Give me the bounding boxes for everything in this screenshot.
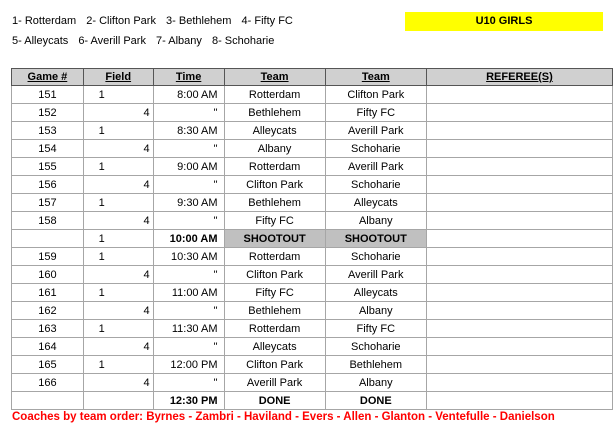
table-row — [12, 338, 613, 356]
legend-item: 4- Fifty FC — [241, 15, 293, 27]
field-cell: 1 — [83, 122, 153, 140]
referee-cell — [426, 230, 612, 248]
field-cell: 1 — [83, 248, 153, 266]
field-cell: 4 — [83, 266, 153, 284]
table-row — [12, 356, 613, 374]
field-cell: 1 — [83, 320, 153, 338]
division-label: U10 GIRLS — [405, 12, 603, 31]
game-cell — [12, 230, 84, 248]
coaches-line: Coaches by team order: Byrnes - Zambri - Haviland - Evers - Allen - Glanton - Ventefulle - Danielson — [12, 411, 555, 423]
legend-item: 5- Alleycats — [12, 35, 69, 47]
legend-item: 3- Bethlehem — [166, 15, 232, 27]
field-cell: 1 — [83, 86, 153, 104]
field-cell: 4 — [83, 176, 153, 194]
referee-cell — [426, 356, 612, 374]
header-team-1: Team — [224, 69, 325, 86]
game-cell: 158 — [12, 212, 84, 230]
field-cell: 1 — [83, 356, 153, 374]
game-cell: 164 — [12, 338, 84, 356]
header-game: Game # — [12, 69, 84, 86]
team2-cell: Clifton Park — [325, 86, 426, 104]
table-row — [12, 212, 613, 230]
referee-cell — [426, 176, 612, 194]
time-cell: 11:30 AM — [153, 320, 224, 338]
referee-cell — [426, 158, 612, 176]
game-cell: 163 — [12, 320, 84, 338]
game-cell: 156 — [12, 176, 84, 194]
referee-cell — [426, 302, 612, 320]
game-cell: 154 — [12, 140, 84, 158]
legend-item: 6- Averill Park — [78, 35, 146, 47]
team1-cell: SHOOTOUT — [224, 230, 325, 248]
header-time: Time — [153, 69, 224, 86]
header-field: Field — [83, 69, 153, 86]
field-cell — [83, 392, 153, 410]
time-cell: 10:00 AM — [153, 230, 224, 248]
header-row — [12, 69, 613, 86]
time-cell: " — [153, 266, 224, 284]
legend-item: 8- Schoharie — [211, 35, 275, 47]
referee-cell — [426, 140, 612, 158]
time-cell: 8:30 AM — [153, 122, 224, 140]
table-row — [12, 176, 613, 194]
field-cell: 4 — [83, 212, 153, 230]
team2-cell: Fifty FC — [325, 104, 426, 122]
table-row — [12, 302, 613, 320]
field-cell: 1 — [83, 230, 153, 248]
team1-cell: DONE — [224, 392, 325, 410]
team2-cell: Schoharie — [325, 176, 426, 194]
table-row — [12, 104, 613, 122]
legend-item: 2- Clifton Park — [86, 15, 156, 27]
field-cell: 4 — [83, 338, 153, 356]
referee-cell — [426, 266, 612, 284]
team1-cell: Averill Park — [224, 374, 325, 392]
time-cell: 9:00 AM — [153, 158, 224, 176]
team2-cell: Alleycats — [325, 194, 426, 212]
table-row — [12, 140, 613, 158]
field-cell: 4 — [83, 302, 153, 320]
table-row — [12, 122, 613, 140]
team-legend-line-2 — [12, 35, 281, 47]
team2-cell: DONE — [325, 392, 426, 410]
team2-cell: Fifty FC — [325, 320, 426, 338]
header-team-2: Team — [325, 69, 426, 86]
team1-cell: Clifton Park — [224, 356, 325, 374]
team1-cell: Alleycats — [224, 122, 325, 140]
game-cell: 151 — [12, 86, 84, 104]
time-cell: 12:30 PM — [153, 392, 224, 410]
team2-cell: Averill Park — [325, 122, 426, 140]
team1-cell: Alleycats — [224, 338, 325, 356]
time-cell: " — [153, 302, 224, 320]
schedule-table — [11, 68, 613, 410]
referee-cell — [426, 392, 612, 410]
table-row — [12, 248, 613, 266]
referee-cell — [426, 374, 612, 392]
team1-cell: Rotterdam — [224, 158, 325, 176]
time-cell: " — [153, 374, 224, 392]
schedule-body — [12, 86, 613, 410]
shootout-row — [12, 230, 613, 248]
field-cell: 1 — [83, 158, 153, 176]
team1-cell: Rotterdam — [224, 320, 325, 338]
team1-cell: Bethlehem — [224, 104, 325, 122]
team2-cell: Alleycats — [325, 284, 426, 302]
team2-cell: Schoharie — [325, 140, 426, 158]
time-cell: 8:00 AM — [153, 86, 224, 104]
game-cell — [12, 392, 84, 410]
table-row — [12, 158, 613, 176]
team2-cell: Albany — [325, 302, 426, 320]
game-cell: 155 — [12, 158, 84, 176]
game-cell: 153 — [12, 122, 84, 140]
table-row — [12, 320, 613, 338]
time-cell: 11:00 AM — [153, 284, 224, 302]
team2-cell: Schoharie — [325, 338, 426, 356]
referee-cell — [426, 338, 612, 356]
table-row — [12, 374, 613, 392]
field-cell: 4 — [83, 104, 153, 122]
time-cell: " — [153, 338, 224, 356]
time-cell: " — [153, 212, 224, 230]
legend-item: 7- Albany — [156, 35, 202, 47]
referee-cell — [426, 122, 612, 140]
team1-cell: Fifty FC — [224, 212, 325, 230]
team2-cell: Albany — [325, 374, 426, 392]
field-cell: 4 — [83, 374, 153, 392]
time-cell: 10:30 AM — [153, 248, 224, 266]
referee-cell — [426, 248, 612, 266]
referee-cell — [426, 194, 612, 212]
team1-cell: Clifton Park — [224, 176, 325, 194]
referee-cell — [426, 320, 612, 338]
referee-cell — [426, 86, 612, 104]
table-row — [12, 86, 613, 104]
field-cell: 4 — [83, 140, 153, 158]
team1-cell: Bethlehem — [224, 302, 325, 320]
team-legend-line-1 — [12, 15, 300, 27]
referee-cell — [426, 284, 612, 302]
field-cell: 1 — [83, 284, 153, 302]
time-cell: " — [153, 104, 224, 122]
team1-cell: Rotterdam — [224, 248, 325, 266]
team2-cell: Averill Park — [325, 266, 426, 284]
table-row — [12, 284, 613, 302]
team2-cell: Averill Park — [325, 158, 426, 176]
time-cell: " — [153, 176, 224, 194]
team2-cell: SHOOTOUT — [325, 230, 426, 248]
table-row — [12, 266, 613, 284]
game-cell: 157 — [12, 194, 84, 212]
referee-cell — [426, 104, 612, 122]
time-cell: 12:00 PM — [153, 356, 224, 374]
game-cell: 165 — [12, 356, 84, 374]
game-cell: 161 — [12, 284, 84, 302]
time-cell: 9:30 AM — [153, 194, 224, 212]
game-cell: 166 — [12, 374, 84, 392]
game-cell: 162 — [12, 302, 84, 320]
team1-cell: Albany — [224, 140, 325, 158]
team1-cell: Bethlehem — [224, 194, 325, 212]
header-referees: REFEREE(S) — [426, 69, 612, 86]
game-cell: 160 — [12, 266, 84, 284]
team1-cell: Clifton Park — [224, 266, 325, 284]
team1-cell: Fifty FC — [224, 284, 325, 302]
field-cell: 1 — [83, 194, 153, 212]
time-cell: " — [153, 140, 224, 158]
team2-cell: Albany — [325, 212, 426, 230]
team1-cell: Rotterdam — [224, 86, 325, 104]
game-cell: 152 — [12, 104, 84, 122]
referee-cell — [426, 212, 612, 230]
table-row — [12, 194, 613, 212]
done-row — [12, 392, 613, 410]
game-cell: 159 — [12, 248, 84, 266]
legend-item: 1- Rotterdam — [12, 15, 77, 27]
team2-cell: Schoharie — [325, 248, 426, 266]
team2-cell: Bethlehem — [325, 356, 426, 374]
